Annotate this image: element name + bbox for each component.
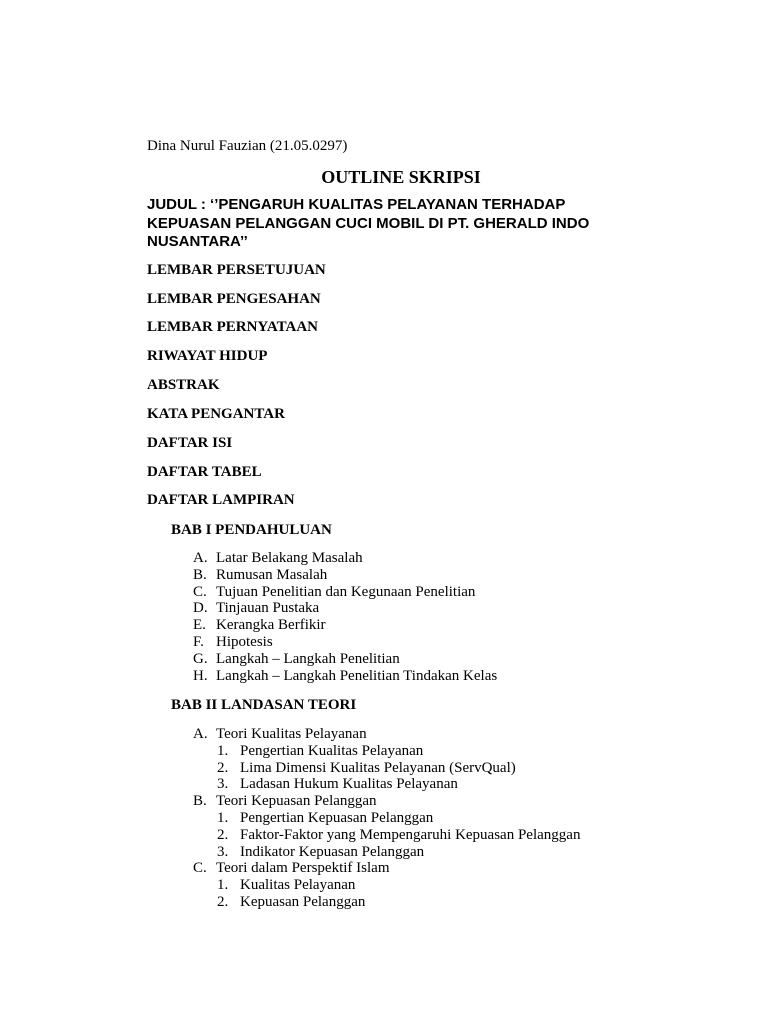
list-marker: 2. bbox=[217, 826, 229, 843]
sub-item-text: Faktor-Faktor yang Mempengaruhi Kepuasan Pelanggan bbox=[240, 826, 581, 843]
list-marker: 3. bbox=[217, 843, 229, 860]
list-item-text: Rumusan Masalah bbox=[216, 566, 328, 583]
section-item bbox=[171, 860, 731, 877]
list-marker: 2. bbox=[217, 893, 229, 910]
list-item bbox=[171, 634, 731, 651]
bab1-heading: BAB I PENDAHULUAN bbox=[171, 522, 332, 538]
list-marker: 1. bbox=[217, 809, 229, 826]
sub-item-text: Ladasan Hukum Kualitas Pelayanan bbox=[240, 776, 458, 793]
sub-list-item bbox=[171, 760, 731, 777]
sub-list-item bbox=[171, 810, 731, 827]
list-item-text: Tujuan Penelitian dan Kegunaan Penelitian bbox=[216, 583, 476, 600]
sub-item-text: Pengertian Kualitas Pelayanan bbox=[240, 742, 424, 759]
list-item bbox=[171, 651, 731, 668]
sub-item-text: Kepuasan Pelanggan bbox=[240, 893, 366, 910]
list-marker: 1. bbox=[217, 742, 229, 759]
list-marker: F. bbox=[193, 633, 204, 650]
list-marker: G. bbox=[193, 650, 208, 667]
list-item-text: Kerangka Berfikir bbox=[216, 617, 326, 634]
author-line: Dina Nurul Fauzian (21.05.0297) bbox=[147, 138, 348, 154]
heading-kata-pengantar: KATA PENGANTAR bbox=[147, 406, 285, 422]
list-marker: E. bbox=[193, 617, 206, 634]
section-item bbox=[171, 793, 731, 810]
list-marker: H. bbox=[193, 667, 208, 684]
section-item bbox=[171, 726, 731, 743]
list-marker: D. bbox=[193, 600, 208, 617]
list-marker: 1. bbox=[217, 877, 229, 894]
bab2-list bbox=[171, 726, 731, 911]
list-item bbox=[171, 600, 731, 617]
section-text: Teori Kualitas Pelayanan bbox=[216, 726, 367, 742]
heading-riwayat-hidup: RIWAYAT HIDUP bbox=[147, 348, 268, 364]
list-marker: A. bbox=[193, 726, 208, 742]
sub-list-item bbox=[171, 844, 731, 861]
document-title: OUTLINE SKRIPSI bbox=[321, 167, 481, 187]
sub-item-text: Pengertian Kepuasan Pelanggan bbox=[240, 809, 434, 826]
heading-daftar-tabel: DAFTAR TABEL bbox=[147, 464, 262, 480]
heading-abstrak: ABSTRAK bbox=[147, 377, 220, 393]
list-item bbox=[171, 668, 731, 685]
thesis-title: JUDUL : ‘’PENGARUH KUALITAS PELAYANAN TERHADAP KEPUASAN PELANGGAN CUCI MOBIL DI PT. GHERALD INDO NUSANTARA’’ bbox=[147, 196, 590, 250]
sub-list-item bbox=[171, 743, 731, 760]
list-marker: C. bbox=[193, 583, 207, 600]
sub-list-item bbox=[171, 827, 731, 844]
list-marker: 3. bbox=[217, 776, 229, 793]
list-marker: A. bbox=[193, 550, 208, 566]
list-item bbox=[171, 584, 731, 601]
list-item-text: Latar Belakang Masalah bbox=[216, 550, 363, 566]
heading-lembar-pernyataan: LEMBAR PERNYATAAN bbox=[147, 319, 318, 335]
section-text: Teori dalam Perspektif Islam bbox=[216, 860, 390, 877]
list-marker: C. bbox=[193, 860, 207, 877]
list-item-text: Hipotesis bbox=[216, 633, 273, 650]
sub-list-item bbox=[171, 877, 731, 894]
section-text: Teori Kepuasan Pelanggan bbox=[216, 793, 377, 810]
list-item bbox=[171, 550, 731, 567]
list-item bbox=[171, 617, 731, 634]
list-marker: 2. bbox=[217, 759, 229, 776]
heading-daftar-lampiran: DAFTAR LAMPIRAN bbox=[147, 492, 295, 508]
sub-item-text: Lima Dimensi Kualitas Pelayanan (ServQual) bbox=[240, 759, 516, 776]
sub-list-item bbox=[171, 894, 731, 911]
list-marker: B. bbox=[193, 566, 207, 583]
heading-daftar-isi: DAFTAR ISI bbox=[147, 435, 233, 451]
list-item bbox=[171, 567, 731, 584]
heading-lembar-persetujuan: LEMBAR PERSETUJUAN bbox=[147, 262, 326, 278]
sub-list-item bbox=[171, 776, 731, 793]
list-item-text: Langkah – Langkah Penelitian bbox=[216, 650, 400, 667]
bab1-list bbox=[171, 550, 731, 684]
bab2-heading: BAB II LANDASAN TEORI bbox=[171, 697, 357, 713]
list-item-text: Langkah – Langkah Penelitian Tindakan Kelas bbox=[216, 667, 498, 684]
sub-item-text: Kualitas Pelayanan bbox=[240, 877, 356, 894]
sub-item-text: Indikator Kepuasan Pelanggan bbox=[240, 843, 425, 860]
list-item-text: Tinjauan Pustaka bbox=[216, 600, 320, 617]
list-marker: B. bbox=[193, 793, 207, 810]
heading-lembar-pengesahan: LEMBAR PENGESAHAN bbox=[147, 291, 321, 307]
